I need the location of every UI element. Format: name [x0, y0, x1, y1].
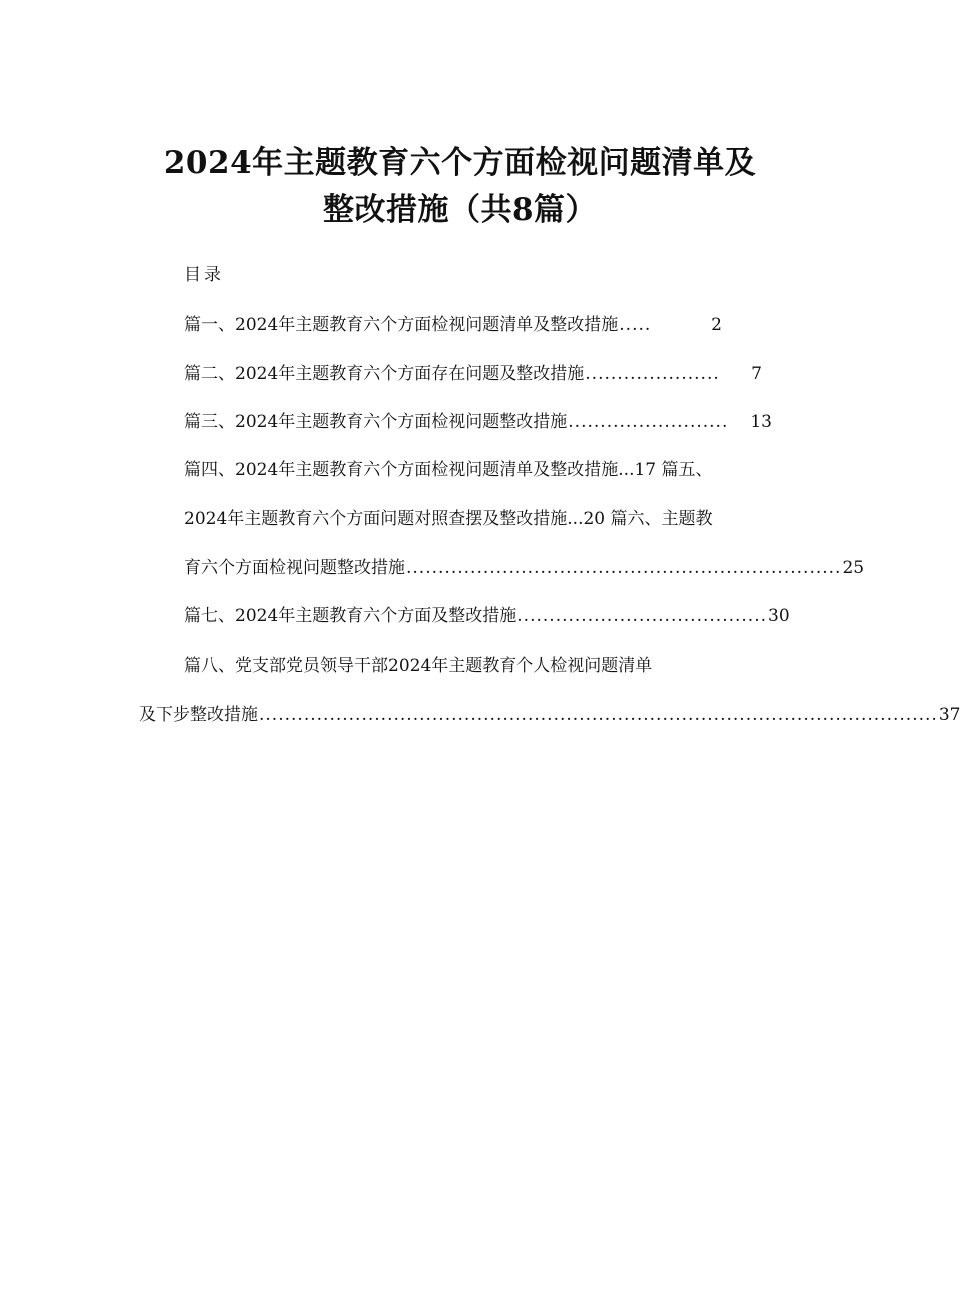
toc-page-number: 2	[711, 315, 722, 335]
toc-leader-dots: .....................	[585, 364, 720, 384]
toc-entry-3[interactable]	[184, 410, 772, 434]
toc-page-number: 7	[751, 364, 762, 384]
toc-entry-5-6[interactable]	[184, 507, 713, 531]
toc-leader-dots: .....	[619, 315, 652, 335]
document-title-line-1: 2024年主题教育六个方面检视问题清单及	[163, 145, 757, 181]
toc-entry-7[interactable]	[184, 604, 790, 628]
toc-page-number: 13	[750, 412, 772, 432]
toc-leader-dots: .........................	[568, 412, 729, 432]
toc-entry-text: 篇八、党支部党员领导干部2024年主题教育个人检视问题清单	[184, 656, 653, 676]
toc-entry-title: 育六个方面检视问题整改措施	[184, 558, 405, 578]
toc-entry-title: 篇七、2024年主题教育六个方面及整改措施	[184, 606, 517, 626]
toc-entry-title: 及下步整改措施	[139, 705, 258, 725]
toc-page-number: 37	[938, 705, 960, 725]
toc-entry-8[interactable]	[184, 654, 652, 678]
toc-heading: 目录	[184, 265, 224, 285]
toc-entry-text: 篇四、2024年主题教育六个方面检视问题清单及整改措施...17 篇五、	[184, 460, 713, 480]
toc-entry-4-5[interactable]	[184, 458, 713, 482]
toc-leader-dots: ....................................................................	[406, 558, 842, 578]
toc-entry-1[interactable]	[184, 313, 722, 337]
toc-page-number: 30	[768, 606, 790, 626]
toc-entry-title: 篇一、2024年主题教育六个方面检视问题清单及整改措施	[184, 315, 619, 335]
toc-leader-dots: ..........................................................................................................	[259, 705, 938, 725]
toc-entry-text: 2024年主题教育六个方面问题对照查摆及整改措施...20 篇六、主题教	[184, 509, 713, 529]
toc-entry-title: 篇三、2024年主题教育六个方面检视问题整改措施	[184, 412, 568, 432]
toc-entry-6[interactable]	[184, 556, 865, 580]
document-title-line-2: 整改措施（共8篇）	[322, 192, 598, 228]
toc-leader-dots: .......................................	[517, 606, 768, 626]
toc-entry-title: 篇二、2024年主题教育六个方面存在问题及整改措施	[184, 364, 585, 384]
toc-entry-2[interactable]	[184, 362, 762, 386]
toc-entry-8-continued[interactable]	[139, 703, 960, 727]
toc-page-number: 25	[842, 558, 865, 578]
